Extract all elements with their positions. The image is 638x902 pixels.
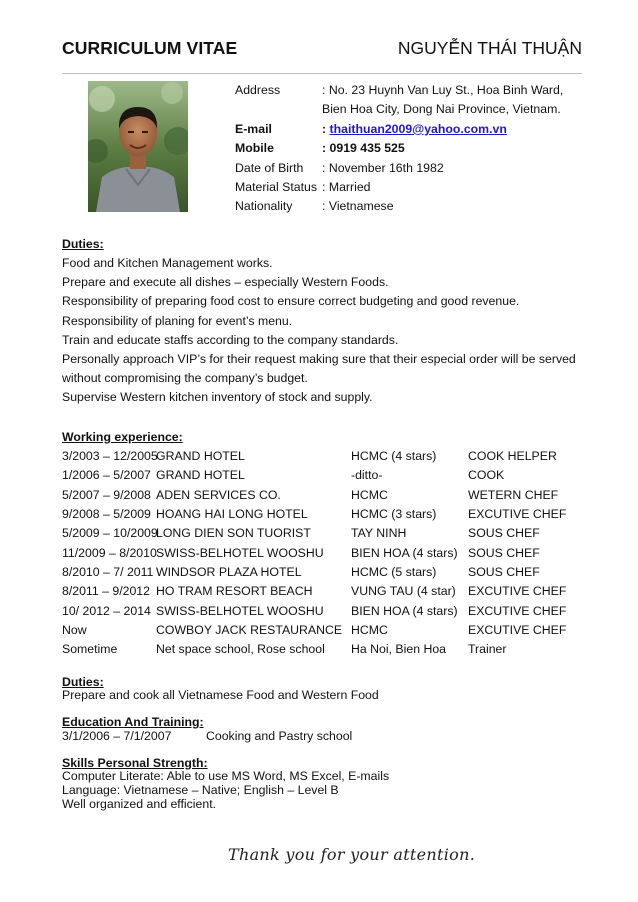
email-row: E-mail : thaithuan2009@yahoo.com.vn [235, 121, 507, 136]
address-row [235, 83, 595, 102]
experience-row: 8/2010 – 7/ 2011 WINDSOR PLAZA HOTEL HCMC (5 stars) SOUS CHEF [62, 565, 540, 580]
duty-line: Train and educate staffs according to the company standards. [62, 332, 399, 347]
education-course: Cooking and Pastry school [206, 729, 353, 743]
experience-row: Sometime Net space school, Rose school Ha Noi, Bien Hoa Trainer [62, 642, 507, 657]
experience-row: 5/2009 – 10/2009 LONG DIEN SON TUORIST TAY NINH SOUS CHEF [62, 526, 540, 541]
duty-line: without compromising the company’s budget. [62, 371, 308, 386]
duties-list [62, 256, 582, 410]
skill-line: Well organized and efficient. [62, 797, 217, 811]
nationality-label: Nationality [235, 199, 293, 214]
candidate-name: NGUYỄN THÁI THUẬN [397, 38, 582, 58]
experience-row: 11/2009 – 8/2010 SWISS-BELHOTEL WOOSHU BIEN HOA (4 stars) SOUS CHEF [62, 545, 540, 560]
duty-line: Food and Kitchen Management works. [62, 256, 273, 270]
experience-row: 5/2007 – 9/2008 ADEN SERVICES CO. HCMC WETERN CHEF [62, 487, 559, 502]
experience-row: 9/2008 – 5/2009 HOANG HAI LONG HOTEL HCMC (3 stars) EXCUTIVE CHEF [62, 507, 567, 522]
experience-row: Now COWBOY JACK RESTAURANCE HCMC EXCUTIVE CHEF [62, 623, 567, 638]
education-heading: Education And Training: [62, 715, 204, 729]
mobile-row [235, 141, 595, 160]
address-value: : No. 23 Huynh Van Luy St., Hoa Binh Ward, [322, 83, 564, 97]
birth-value: : November 16th 1982 [322, 160, 444, 175]
duty-line: Prepare and execute all dishes – especially Western Foods. [62, 275, 389, 290]
mobile-value: : 0919 435 525 [322, 141, 405, 156]
address-value-2: Bien Hoa City, Dong Nai Province, Vietnam. [322, 102, 561, 117]
nationality-row [235, 199, 595, 218]
duty-line: Personally approach VIP’s for their request making sure that their especial order will be served [62, 351, 576, 366]
experience-row: 10/ 2012 – 2014 SWISS-BELHOTEL WOOSHU BIEN HOA (4 stars) EXCUTIVE CHEF [62, 603, 567, 618]
marital-label: Material Status [235, 179, 318, 194]
profile-photo [88, 81, 188, 212]
experience-row: 1/2006 – 5/2007 GRAND HOTEL -ditto- COOK [62, 468, 505, 483]
skill-line: Language: Vietnamese – Native; English – Level B [62, 783, 339, 797]
marital-row [235, 180, 595, 199]
skill-line: Computer Literate: Able to use MS Word, MS Excel, E-mails [62, 769, 390, 783]
duties-heading: Duties: [62, 237, 104, 251]
experience-row: 3/2003 – 12/2005 GRAND HOTEL HCMC (4 stars) COOK HELPER [62, 449, 557, 463]
duties2-line: Prepare and cook all Vietnamese Food and Western Food [62, 688, 379, 702]
nationality-value: : Vietnamese [322, 199, 394, 214]
birth-row [235, 161, 595, 180]
closing-note: Thank you for your attention. [228, 845, 476, 864]
education-period: 3/1/2006 – 7/1/2007 [62, 729, 172, 743]
address-label: Address [235, 83, 281, 97]
email-label: E-mail [235, 121, 272, 136]
skills-heading: Skills Personal Strength: [62, 756, 208, 770]
duties2-heading: Duties: [62, 675, 104, 689]
duty-line: Responsibility of preparing food cost to ensure correct budgeting and good revenue. [62, 294, 520, 309]
document-title: CURRICULUM VITAE [62, 38, 238, 58]
duty-line: Responsibility of planing for event’s menu. [62, 313, 293, 328]
mobile-label: Mobile [235, 141, 274, 156]
address-row-2 [235, 102, 595, 121]
birth-label: Date of Birth [235, 160, 304, 175]
contact-info [235, 83, 595, 219]
experience-table [62, 449, 592, 662]
experience-heading: Working experience: [62, 430, 183, 444]
experience-row: 8/2011 – 9/2012 HO TRAM RESORT BEACH VUNG TAU (4 star) EXCUTIVE CHEF [62, 584, 567, 599]
duty-line: Supervise Western kitchen inventory of stock and supply. [62, 390, 373, 405]
header-divider [62, 73, 582, 74]
marital-value: : Married [322, 179, 371, 194]
email-link[interactable]: thaithuan2009@yahoo.com.vn [329, 121, 507, 136]
